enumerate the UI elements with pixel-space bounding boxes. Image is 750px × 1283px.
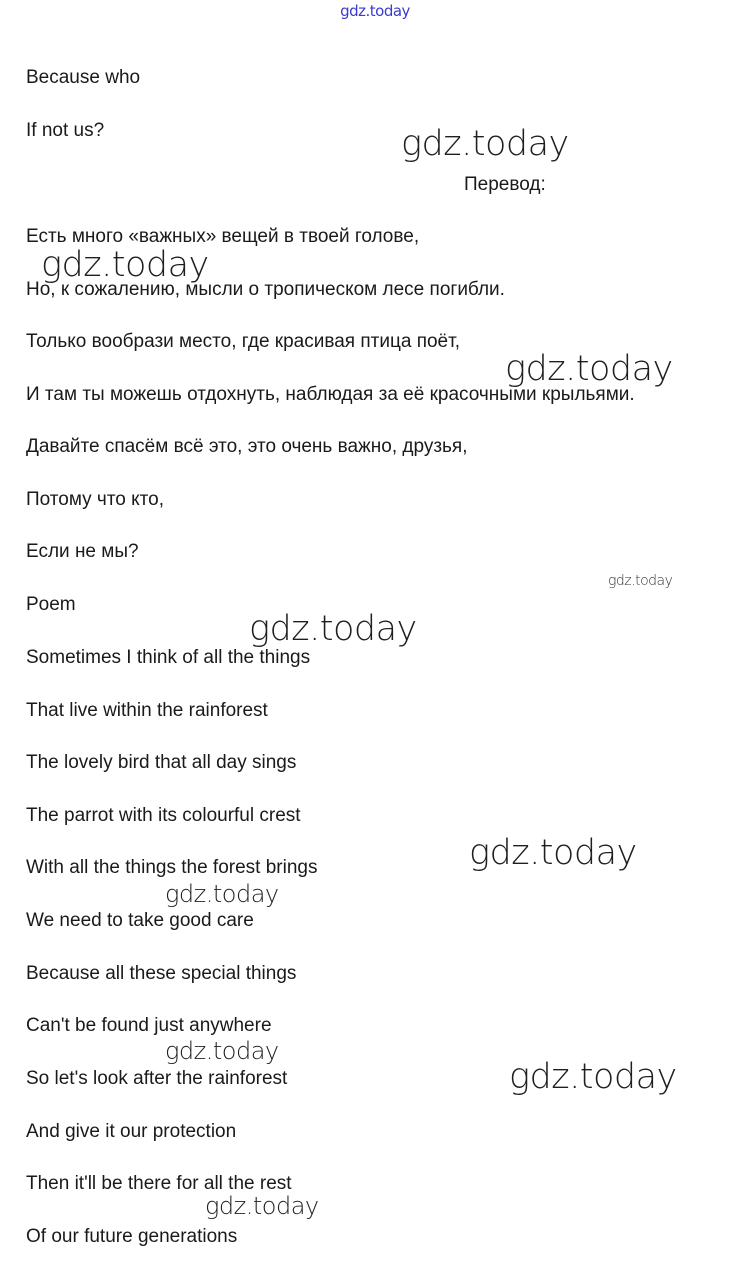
text-line: Только вообрази место, где красивая птица поёт, [26,331,461,352]
text-line: Давайте спасём всё это, это очень важно, друзья, [26,436,468,457]
text-line: So let's look after the rainforest [26,1068,288,1089]
watermark: gdz.today [165,1037,279,1065]
text-line: Если не мы? [26,541,139,562]
text-line: With all the things the forest brings [26,857,318,878]
text-line: Sometimes I think of all the things [26,647,311,668]
watermark: gdz.today [41,245,209,285]
watermark: gdz.today [505,349,673,389]
text-line: The lovely bird that all day sings [26,752,297,773]
text-line: Because all these special things [26,963,297,984]
translation-heading: Перевод: [464,174,546,195]
text-line: Есть много «важных» вещей в твоей голове, [26,226,420,247]
text-line: И там ты можешь отдохнуть, наблюдая за её красочными крыльями. [26,384,635,405]
text-line: Because who [26,67,141,88]
text-line: And give it our protection [26,1121,237,1142]
watermark: gdz.today [608,573,673,589]
watermark: gdz.today [165,880,279,908]
watermark: gdz.today [401,124,569,164]
text-line: Of our future generations [26,1226,238,1247]
text-line: If not us? [26,120,105,141]
site-link[interactable]: gdz.today [340,2,410,20]
text-line: Потому что кто, [26,489,165,510]
watermark: gdz.today [249,609,417,649]
text-line: We need to take good care [26,910,254,931]
text-line: Но, к сожалению, мысли о тропическом лесе погибли. [26,279,505,300]
watermark: gdz.today [469,833,637,873]
text-line: Then it'll be there for all the rest [26,1173,292,1194]
poem-title: Poem [26,594,76,615]
text-line: The parrot with its colourful crest [26,805,301,826]
text-line: Can't be found just anywhere [26,1015,272,1036]
text-line: That live within the rainforest [26,700,268,721]
watermark: gdz.today [509,1057,677,1097]
watermark: gdz.today [205,1192,319,1220]
